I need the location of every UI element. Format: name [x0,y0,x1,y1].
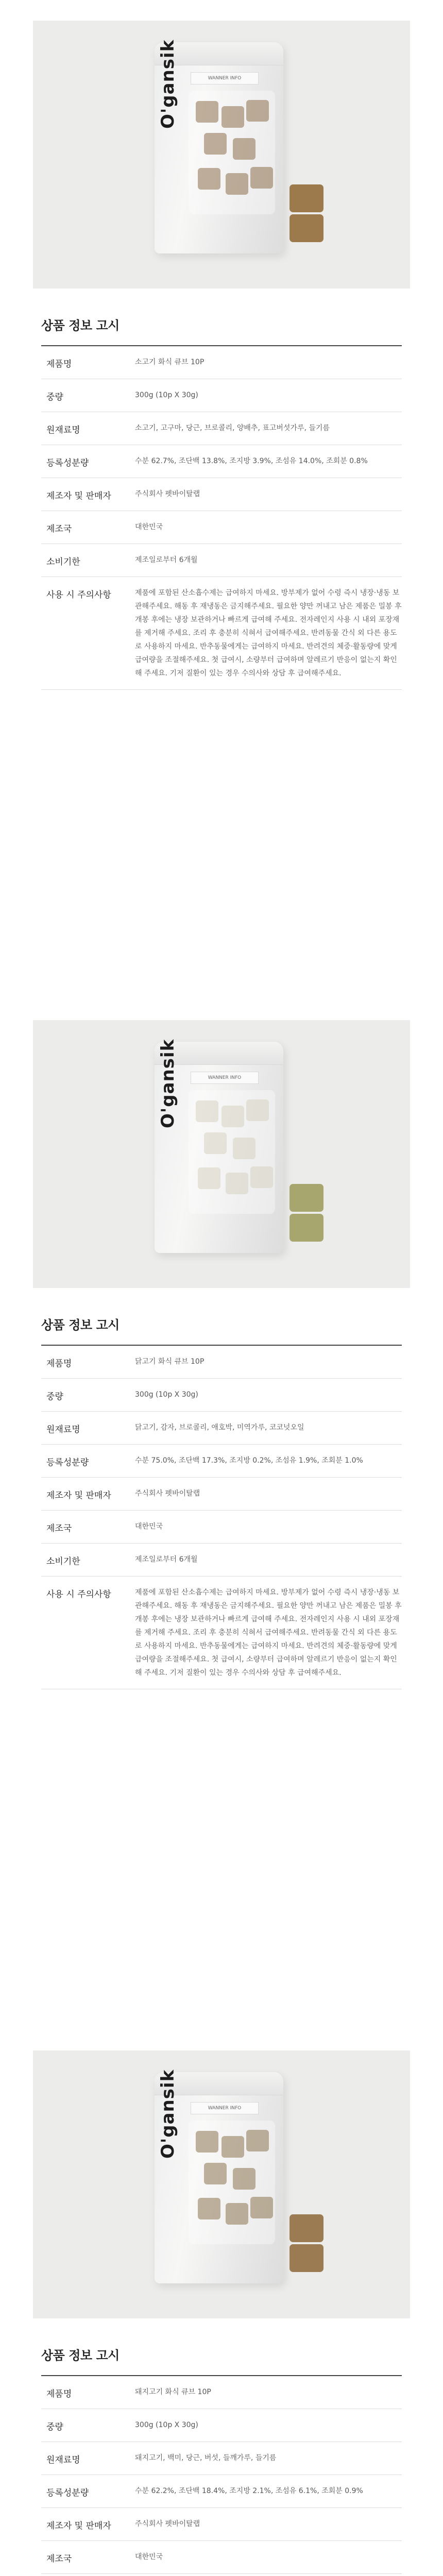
bag-brand-logo: O'gansik [158,1039,178,1128]
row-label: 소비기한 [41,544,133,577]
row-value [133,2574,402,2576]
row-label: 제조자 및 판매자 [41,1478,133,1511]
row-value: 수분 62.7%, 조단백 13.8%, 조지방 3.9%, 조섬유 14.0%, 조회분 0.8% [133,445,402,478]
row-label: 중량 [41,379,133,412]
table-row [41,445,402,478]
bag-window [189,2121,275,2244]
table-row [41,1445,402,1478]
row-value: 닭고기 화식 큐브 10P [133,1345,402,1379]
product-photo [33,1020,410,1288]
table-row [41,1412,402,1445]
row-value: 제조일로부터 6개월 [133,1544,402,1577]
table-row [41,2475,402,2508]
table-row [41,577,402,690]
row-value: 제조일로부터 6개월 [133,544,402,577]
row-value: 돼지고기, 백미, 당근, 버섯, 들깨가루, 들기름 [133,2442,402,2475]
row-value: 주식회사 펫바이탈랩 [133,478,402,511]
table-row [41,1379,402,1412]
row-value: 주식회사 펫바이탈랩 [133,1478,402,1511]
row-value: 수분 75.0%, 조단백 17.3%, 조지방 0.2%, 조섬유 1.9%, 조회분 1.0% [133,1445,402,1478]
table-row [41,1577,402,1689]
row-value: 대한민국 [133,1511,402,1544]
row-value: 주식회사 펫바이탈랩 [133,2508,402,2541]
row-label: 원재료명 [41,1412,133,1445]
table-row [41,2574,402,2576]
table-row [41,412,402,445]
row-label: 등록성분량 [41,445,133,478]
row-label: 제조국 [41,1511,133,1544]
row-label: 등록성분량 [41,1445,133,1478]
row-value: 닭고기, 감자, 브로콜리, 애호박, 미역가루, 코코넛오일 [133,1412,402,1445]
row-value: 소고기 화식 큐브 10P [133,346,402,379]
table-row [41,478,402,511]
product-info-table [41,345,402,690]
table-row [41,1544,402,1577]
row-value: 300g (10p X 30g) [133,2409,402,2442]
product-bag-image [155,2069,283,2283]
section-title: 상품 정보 고시 [41,2348,120,2363]
product-info-table [41,2375,402,2576]
row-label: 원재료명 [41,412,133,445]
table-row [41,346,402,379]
product-photo [33,21,410,289]
table-row [41,2541,402,2574]
row-label [41,2574,133,2576]
product-photo [33,2050,410,2318]
row-label: 제조국 [41,511,133,544]
row-value: 제품에 포함된 산소흡수제는 급여하지 마세요. 방부제가 없어 수령 즉시 냉장·냉동 보관해주세요. 해동 후 재냉동은 금지해주세요. 필요한 양만 꺼내고 남은 제품은 밀봉 후 개봉 후에는 냉장 보관하거나 빠르게 급여해 주세요. 전자레인지 사용 시 내외 포장재를 제거해 주세요. 조리 후 충분히 식혀서 급여해주세요. 반려동물 간식 외 다른 용도로 사용하지 마세요. 반추동물에게는 급여하지 마세요. 반려견의 체중·활동량에 맞게 급여량을 조절해주세요. 첫 급여시, 소량부터 급여하며 알레르기 반응이 없는지 확인해 주세요. 기저 질환이 있는 경우 수의사와 상담 후 급여해주세요. [133,577,402,690]
row-label: 제품명 [41,346,133,379]
row-label: 제품명 [41,2376,133,2409]
section-title: 상품 정보 고시 [41,1318,120,1332]
table-row [41,1511,402,1544]
bag-window [189,1090,275,1214]
row-value: 수분 62.2%, 조단백 18.4%, 조지방 2.1%, 조섬유 6.1%, 조회분 0.9% [133,2475,402,2508]
table-row [41,1478,402,1511]
table-row [41,2409,402,2442]
row-value: 소고기, 고구마, 당근, 브로콜리, 양배추, 표고버섯가루, 들기름 [133,412,402,445]
row-value: 대한민국 [133,2541,402,2574]
row-value: 300g (10p X 30g) [133,1379,402,1412]
row-label: 소비기한 [41,1544,133,1577]
row-label: 사용 시 주의사항 [41,577,133,690]
row-label: 등록성분량 [41,2475,133,2508]
row-label: 중량 [41,2409,133,2442]
row-label: 제품명 [41,1345,133,1379]
bag-label: WANNER INFO [191,1072,259,1084]
product-bag-image [155,39,283,253]
bag-label: WANNER INFO [191,72,259,84]
bag-brand-logo: O'gansik [158,39,178,129]
row-value: 대한민국 [133,511,402,544]
table-row [41,379,402,412]
row-value: 300g (10p X 30g) [133,379,402,412]
row-label: 제조자 및 판매자 [41,2508,133,2541]
table-row [41,511,402,544]
row-label: 사용 시 주의사항 [41,1577,133,1689]
table-row [41,2442,402,2475]
table-row [41,544,402,577]
row-label: 제조자 및 판매자 [41,478,133,511]
product-bag-image [155,1039,283,1253]
bag-label: WANNER INFO [191,2102,259,2114]
row-label: 제조국 [41,2541,133,2574]
section-title: 상품 정보 고시 [41,318,120,333]
table-row [41,2376,402,2409]
table-row [41,2508,402,2541]
row-value: 돼지고기 화식 큐브 10P [133,2376,402,2409]
bag-window [189,91,275,214]
row-value: 제품에 포함된 산소흡수제는 급여하지 마세요. 방부제가 없어 수령 즉시 냉장·냉동 보관해주세요. 해동 후 재냉동은 금지해주세요. 필요한 양만 꺼내고 남은 제품은 밀봉 후 개봉 후에는 냉장 보관하거나 빠르게 급여해 주세요. 전자레인지 사용 시 내외 포장재를 제거해 주세요. 조리 후 충분히 식혀서 급여해주세요. 반려동물 간식 외 다른 용도로 사용하지 마세요. 반추동물에게는 급여하지 마세요. 반려견의 체중·활동량에 맞게 급여량을 조절해주세요. 첫 급여시, 소량부터 급여하며 알레르기 반응이 없는지 확인해 주세요. 기저 질환이 있는 경우 수의사와 상담 후 급여해주세요. [133,1577,402,1689]
row-label: 중량 [41,1379,133,1412]
row-label: 원재료명 [41,2442,133,2475]
table-row [41,1345,402,1379]
product-info-table [41,1345,402,1689]
bag-brand-logo: O'gansik [158,2069,178,2159]
